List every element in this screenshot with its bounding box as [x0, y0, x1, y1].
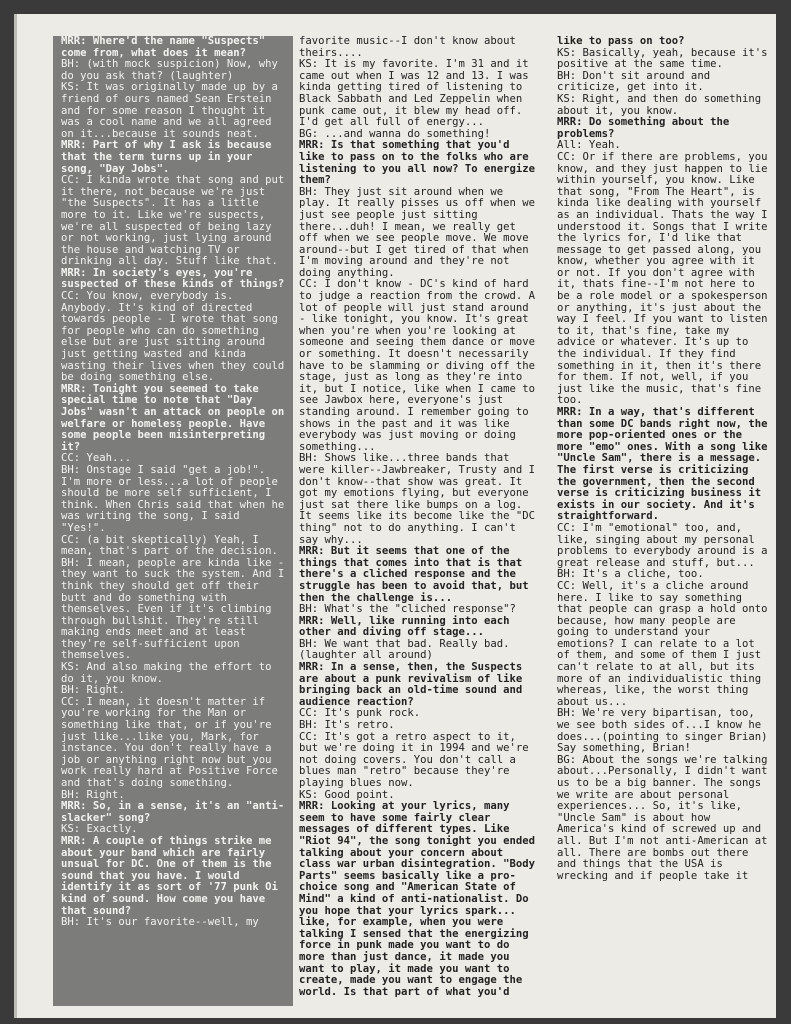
interview-answer: KS: Exactly. [61, 823, 138, 836]
interview-answer: BH: They just sit around when we play. It really pisses us off when we just see people just sitting there...duh! I mean, we really get off when we see people move. We move around--but I get tired of that when I'm moving around and they're not doing anything. [299, 185, 535, 279]
interview-question: MRR: Looking at your lyrics, many seem to have some fairly clear messages of different types. Like "Riot 94", the song tonight you ended talking about your concern about class war urban disintegration. "Body Parts" seems basically like a pro-choice song and "American State of Mind" a kind of anti-nationalist. Do you hope that your lyrics spark... like, for example, when you were talking I sensed that the energizing force in punk made you want to do more than just dance, it made you want to play, it made you want to create, made you want to engage the world. Is that part of what you'd [299, 800, 535, 998]
interview-answer: CC: You know, everybody is. Anybody. It's kind of directed towards people - I wrote that song for people who can do something else but are just sitting around just getting wasted and kinda wasting their lives when they could be doing something else. [61, 290, 285, 384]
interview-answer: KS: It is my favorite. I'm 31 and it came out when I was 12 and 13. I was kinda getting tired of listening to Black Sabbath and Led Zeppelin when punk came out, it blew my head off. I'd get all full of energy... [299, 58, 529, 129]
interview-question: MRR: Do something about the problems? [557, 116, 730, 140]
interview-answer: BH: I mean, people are kinda like - they want to suck the system. And I think they should get off their butt and do something with themselves. Even if it's climbing through bullshit. They're still making ends meet and at least they're self-sufficient upon themselves. [61, 556, 285, 662]
interview-question: MRR: In a way, that's different than some DC bands right now, the more pop-oriented ones or the more "emo" ones. With a song like "Uncle Sam", there is a message. The first verse is criticizing the government, then the second verse is criticizing business it exists in our society. And it's straightforward. [557, 406, 768, 523]
interview-answer: CC: Yeah... [61, 452, 132, 465]
interview-answer: BH: Right. [61, 684, 125, 697]
interview-question: MRR: Well, like running into each other and diving off stage... [299, 614, 510, 639]
magazine-page [14, 14, 776, 1018]
interview-answer: CC: I don't know - DC's kind of hard to judge a reaction from the crowd. A lot of people will just stand around - like tonight, you know. It's great when you're when you're looking at someone and seeing them dance or move or something. It doesn't necessarily have to be slamming or diving off the stage, just as long as they're into it, but I notice, like when I came to see Jawbox here, everyone's just standing around. I remember going to shows in the past and it was like everybody was just moving or doing something... [299, 278, 535, 453]
interview-question: MRR: A couple of things strike me about your band which are fairly unsual for DC. One of them is the sound that you have. I would identify it as sort of '77 punk Oi kind of sound. How come you have that sound? [61, 834, 278, 917]
interview-question: MRR: Is that something that you'd like to pass on to the folks who are listening to you all now? To energize them? [299, 139, 535, 187]
interview-question: MRR: So, in a sense, it's an "anti-slacker" song? [61, 800, 285, 824]
interview-answer: KS: Basically, yeah, because it's positive at the same time. [557, 46, 768, 71]
interview-answer: CC: (a bit skeptically) Yeah, I mean, that's part of the decision. [61, 533, 278, 558]
interview-question: MRR: Where'd the name "Suspects" come from, what does it mean? [61, 36, 266, 59]
interview-answer: CC: Or if there are problems, you know, and they just happen to lie within yourself, you know. Like that song, "From The Heart", is kinda like dealing with yourself as an individual. Thats the way I understood it. Songs that I write the lyrics for, I'd like that message to get passed along, you know, whether you agree with it or not. If you don't agree with it, thats fine--I'm not here to be a role model or a spokesperson or anything, it's just about the way I feel. If you want to listen to it, that's fine, take my advice or whatever. It's up to the individual. If they find something in it, then it's there for them. If not, well, if you just like the music, that's fine too. [557, 150, 768, 407]
interview-answer: BH: It's retro. [299, 719, 395, 732]
interview-answer: BH: (with mock suspicion) Now, why do you ask that? (laughter) [61, 58, 278, 82]
interview-column-3 [557, 36, 772, 1006]
interview-answer: CC: I kinda wrote that song and put it there, not because we're just "the Suspects". It has a little more to it. Like we're suspects, we're all suspected of being lazy or not working, just lying around the house and watching TV or drinking all day. Stuff like that. [61, 174, 285, 268]
interview-answer: BH: Onstage I said "get a job!". I'm more or less...a lot of people should be more self sufficient, I think. When Chris said that when he was writing the song, I said "Yes!". [61, 463, 285, 534]
interview-answer: All: Yeah. [557, 139, 621, 152]
interview-answer: KS: And also making the effort to do it, you know. [61, 661, 272, 685]
interview-question: MRR: In a sense, then, the Suspects are about a punk revivalism of like bringing back an old-time sound and audience reaction? [299, 661, 523, 708]
interview-answer: BH: What's the "cliched response"? [299, 603, 516, 616]
interview-question: MRR: But it seems that one of the things that comes into that is that there's a cliched response and the struggle has been to avoid that, but then the challenge is... [299, 545, 529, 604]
interview-question: MRR: Tonight you seemed to take special time to note that "Day Jobs" wasn't an attack on people on welfare or homeless people. Have some people been misinterpreting it? [61, 382, 285, 453]
interview-question: MRR: Part of why I ask is because that the term turns up in your song, "Day Jobs". [61, 139, 272, 175]
interview-answer: CC: It's punk rock. [299, 707, 421, 720]
interview-answer: BH: It's our favorite--well, my [61, 916, 259, 929]
interview-answer: BH: We're very bipartisan, too, we see both sides of...I know he does...(pointing to singer Brian) Say something, Brian! [557, 707, 768, 755]
interview-answer: KS: It was originally made up by a friend of ours named Sean Erstein and for some reason I thought it was a cool name and we all agreed on it...because it sounds neat. [61, 81, 278, 140]
interview-answer: CC: I'm "emotional" too, and, like, singing about my personal problems to everybody around is a great release and stuff, but... [557, 521, 768, 569]
interview-answer: BH: It's a cliche, too. [557, 568, 704, 581]
interview-answer: BH: Shows like...three bands that were killer--Jawbreaker, Trusty and I don't know--that show was great. It got my emotions flying, but everyone just sat there like bumps on a log. It seems like its become like the "DC thing" not to do anything. I can't say why... [299, 452, 535, 546]
interview-column-1 [53, 36, 293, 1006]
interview-answer: BH: Right. [61, 788, 125, 801]
interview-answer: KS: Good point. [299, 788, 395, 801]
interview-answer: CC: I mean, it doesn't matter if you're working for the Man or something like that, or if you're just like...like you, Mark, for instance. You don't really have a job or anything right now but you work really hard at Positive Force and that's doing something. [61, 695, 278, 789]
interview-answer: favorite music--I don't know about theirs.... [299, 36, 516, 59]
interview-answer: BG: About the songs we're talking about...Personally, I didn't want us to be a big banner. The songs we write are about personal experiences... So, it's like, "Uncle Sam" is about how America's kind of screwed up and all. But I'm not anti-American at all. There are bombs out there and things that the USA is wrecking and if people take it [557, 753, 768, 882]
interview-answer: BH: We want that bad. Really bad. (laughter all around) [299, 637, 510, 662]
interview-column-2 [299, 36, 535, 1006]
interview-answer: CC: It's got a retro aspect to it, but we're doing it in 1994 and we're not doing covers. You don't call a blues man "retro" because they're playing blues now. [299, 730, 529, 789]
interview-answer: BG: ...and wanna do something! [299, 127, 491, 140]
interview-answer: BH: Don't sit around and criticize, get into it. [557, 69, 711, 94]
interview-answer: CC: Well, it's a cliche around here. I like to say something that people can grasp a hold onto because, how many people are going to understand your emotions? I can relate to a lot of them, and some of them I just can't relate to at all, but its more of an individualistic thing whereas, like, the worst thing about us... [557, 579, 768, 708]
interview-question: like to pass on too? [557, 36, 685, 47]
interview-question: MRR: In society's eyes, you're suspected of these kinds of things? [61, 266, 285, 291]
interview-answer: KS: Right, and then do something about it, you know. [557, 92, 762, 117]
